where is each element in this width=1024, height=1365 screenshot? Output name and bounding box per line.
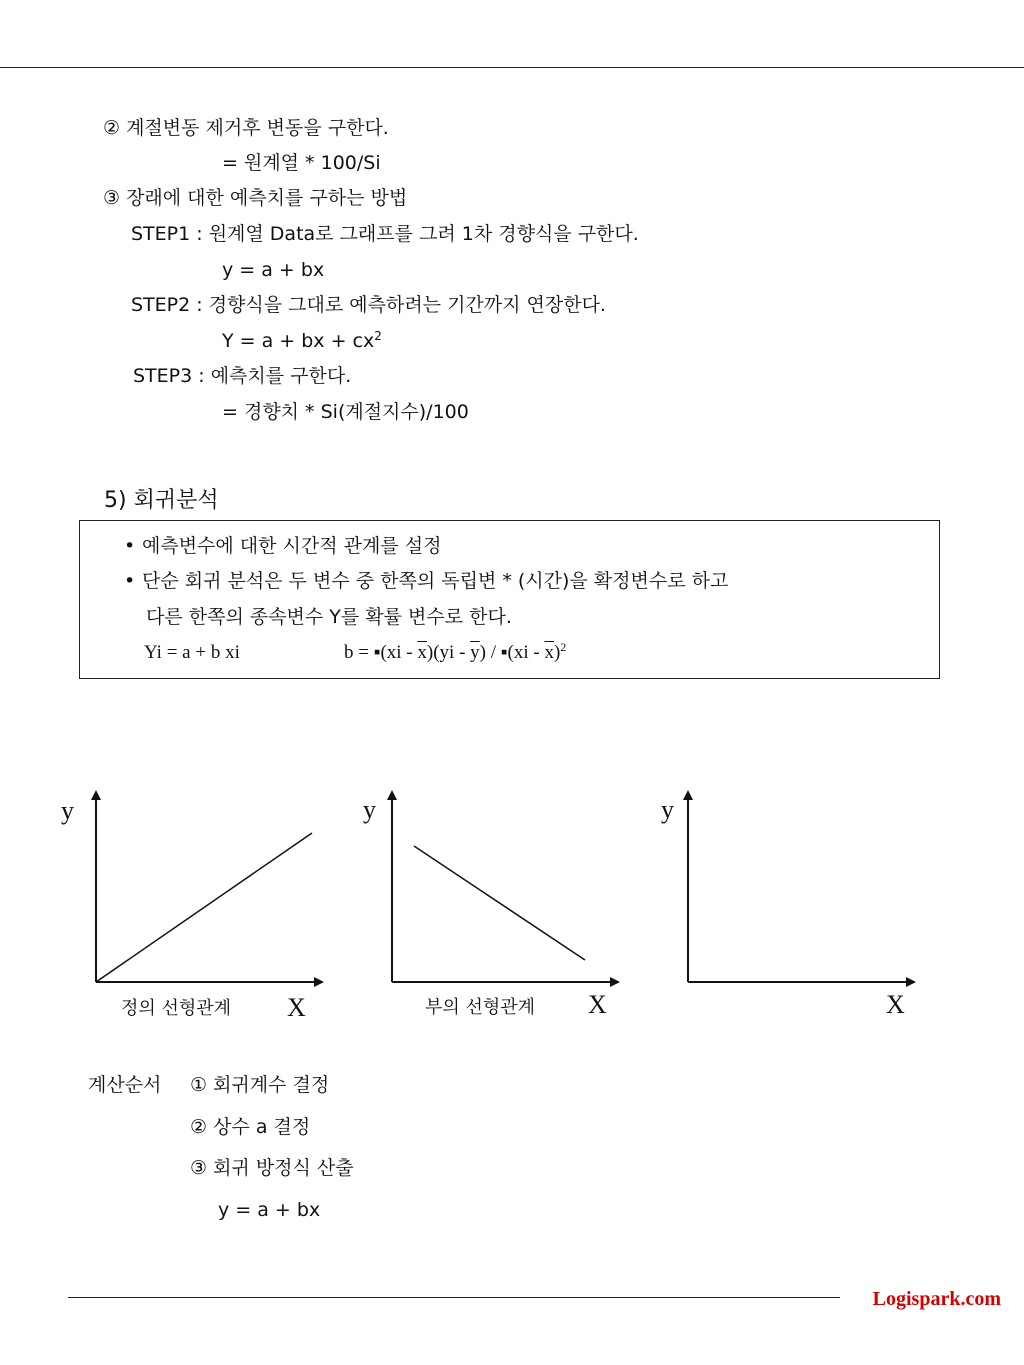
- order-step-1: ① 회귀계수 결정: [190, 1074, 330, 1096]
- slope-formula-part: ): [553, 642, 561, 663]
- trend-line-negative: [414, 846, 585, 960]
- order-formula: y = a + bx: [218, 1199, 321, 1221]
- step2-formula-exponent: 2: [374, 329, 382, 343]
- slope-formula-part: b = ▪(xi -: [344, 642, 418, 663]
- graph-positive: [96, 792, 322, 982]
- bullet-marker: •: [124, 570, 136, 592]
- bullet-item-2-line-2: 다른 한쪽의 종속변수 Y를 확률 변수로 한다.: [146, 606, 512, 628]
- graph2-x-label: X: [588, 990, 607, 1019]
- bullet-item-2-line-1: 단순 회귀 분석은 두 변수 중 한쪽의 독립변 * (시간)을 확정변수로 하고: [142, 570, 729, 592]
- graph3-x-label: X: [886, 990, 905, 1019]
- step2-text: STEP2 : 경향식을 그대로 예측하려는 기간까지 연장한다.: [131, 294, 606, 316]
- step3-text: STEP3 : 예측치를 구한다.: [133, 365, 352, 387]
- method-item-3: ③ 장래에 대한 예측치를 구하는 방법: [103, 187, 408, 209]
- bullet-item-1-text: 예측변수에 대한 시간적 관계를 설정: [142, 535, 442, 557]
- graph2-caption: 부의 선형관계: [425, 997, 536, 1018]
- regression-equation: Yi = a + b xi: [144, 642, 240, 663]
- graph1-y-label: y: [61, 796, 74, 825]
- step1-formula: y = a + bx: [222, 259, 325, 281]
- slope-formula-part: )(yi -: [426, 642, 471, 663]
- slope-formula-exponent: 2: [560, 640, 567, 654]
- graph3-y-label: y: [661, 795, 674, 824]
- order-label: 계산순서: [88, 1074, 162, 1096]
- method-item-2-formula: = 원계열 * 100/Si: [222, 152, 381, 174]
- section-heading-regression: 5) 회귀분석: [104, 488, 219, 513]
- step3-formula: = 경향치 * Si(계절지수)/100: [222, 401, 469, 423]
- trend-line-positive: [96, 833, 312, 982]
- order-step-3: ③ 회귀 방정식 산출: [190, 1157, 354, 1179]
- bullet-marker: •: [124, 535, 136, 557]
- y-bar: $\overline{y}$: [470, 642, 480, 663]
- graph1-caption: 정의 선형관계: [121, 998, 232, 1019]
- step1-text: STEP1 : 원계열 Data로 그래프를 그려 1차 경향식을 구한다.: [131, 223, 639, 245]
- graph1-x-label: X: [287, 993, 306, 1022]
- step2-formula-main: Y = a + bx + cx: [222, 330, 375, 352]
- footer-brand: Logispark.com: [872, 1288, 1001, 1310]
- slope-formula-part: ) / ▪(xi -: [479, 642, 545, 663]
- order-step-2: ② 상수 a 결정: [190, 1116, 311, 1138]
- graph-negative: [392, 792, 618, 982]
- graph2-y-label: y: [363, 795, 376, 824]
- method-item-2: ② 계절변동 제거후 변동을 구한다.: [103, 117, 389, 139]
- graph-none: [688, 792, 914, 982]
- footer-divider: [68, 1297, 840, 1298]
- x-bar: $\overline{x}$: [544, 642, 554, 663]
- x-bar: $\overline{x}$: [417, 642, 427, 663]
